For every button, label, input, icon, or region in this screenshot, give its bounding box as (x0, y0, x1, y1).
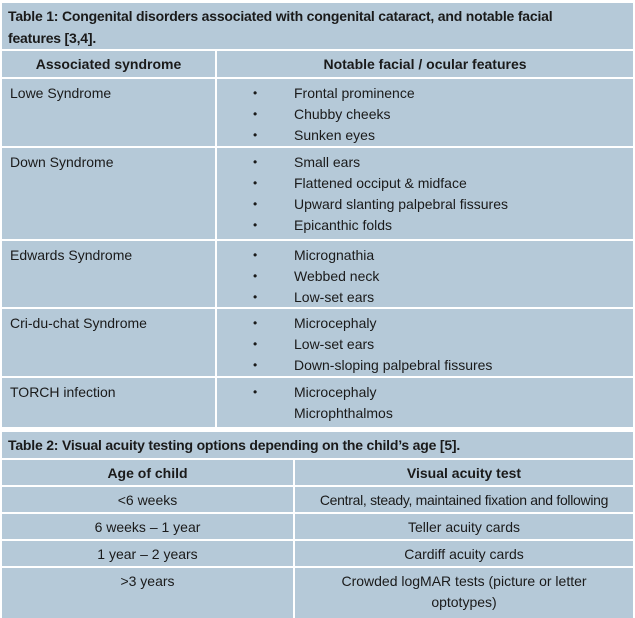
list-item: • Low-set ears (217, 287, 633, 308)
table1-syndrome-cell: Cri-du-chat Syndrome (2, 309, 215, 376)
bullet-icon: • (253, 290, 258, 304)
list-item: • Frontal prominence (217, 83, 633, 104)
table1-syndrome-cell: Down Syndrome (2, 148, 215, 239)
list-item: • Down-sloping palpebral fissures (217, 355, 633, 376)
list-item: • Flattened occiput & midface (217, 173, 633, 194)
bullet-icon: • (253, 337, 258, 351)
bullet-icon: • (253, 176, 258, 190)
bullet-icon: • (253, 358, 258, 372)
table1-features-cell (217, 378, 633, 427)
table1-syndrome-cell: Edwards Syndrome (2, 241, 215, 307)
list-item: • Upward slanting palpebral fissures (217, 194, 633, 215)
bullet-icon: • (253, 269, 258, 283)
list-item: • Sunken eyes (217, 125, 633, 146)
list-item: • Microcephaly (217, 382, 633, 403)
bullet-icon: • (253, 316, 258, 330)
list-item: • Webbed neck (217, 266, 633, 287)
table2-test-cell: Cardiff acuity cards (295, 541, 633, 566)
table1-header-features: Notable facial / ocular features (217, 51, 633, 77)
list-item: Microphthalmos (294, 405, 393, 421)
table2-age-cell: 1 year – 2 years (2, 541, 293, 566)
list-item: • Epicanthic folds (217, 215, 633, 236)
list-item: • Chubby cheeks (217, 104, 633, 125)
list-item: • Small ears (217, 152, 633, 173)
bullet-icon: • (253, 86, 258, 100)
bullet-icon: • (253, 107, 258, 121)
table2-age-cell: >3 years (2, 568, 293, 618)
bullet-icon: • (253, 197, 258, 211)
table2-test-cell: Central, steady, maintained fixation and following (295, 487, 633, 512)
table1-features-cell (217, 241, 633, 307)
table2-header-age: Age of child (2, 460, 293, 485)
table2-age-cell: <6 weeks (2, 487, 293, 512)
bullet-icon: • (253, 128, 258, 142)
table1-features-cell (217, 309, 633, 376)
list-item: • Low-set ears (217, 334, 633, 355)
bullet-icon: • (253, 218, 258, 232)
table1-header-syndrome: Associated syndrome (2, 51, 215, 77)
table2-test-cell: Teller acuity cards (295, 514, 633, 539)
list-item: • Microcephaly (217, 313, 633, 334)
table2-test-cell: Crowded logMAR tests (picture or letter optotypes) (295, 568, 633, 618)
table1-features-cell (217, 79, 633, 146)
table2-caption: Table 2: Visual acuity testing options depending on the child’s age [5]. (2, 432, 633, 458)
table1-syndrome-cell: Lowe Syndrome (2, 79, 215, 146)
table2-age-cell: 6 weeks – 1 year (2, 514, 293, 539)
list-item: • Micrognathia (217, 245, 633, 266)
table1-caption: Table 1: Congenital disorders associated with congenital cataract, and notable facial features [3,4]. (2, 3, 633, 49)
table1-features-cell (217, 148, 633, 239)
bullet-icon: • (253, 155, 258, 169)
table2-header-test: Visual acuity test (295, 460, 633, 485)
bullet-icon: • (253, 385, 258, 399)
bullet-icon: • (253, 248, 258, 262)
table1-syndrome-cell: TORCH infection (2, 378, 215, 427)
